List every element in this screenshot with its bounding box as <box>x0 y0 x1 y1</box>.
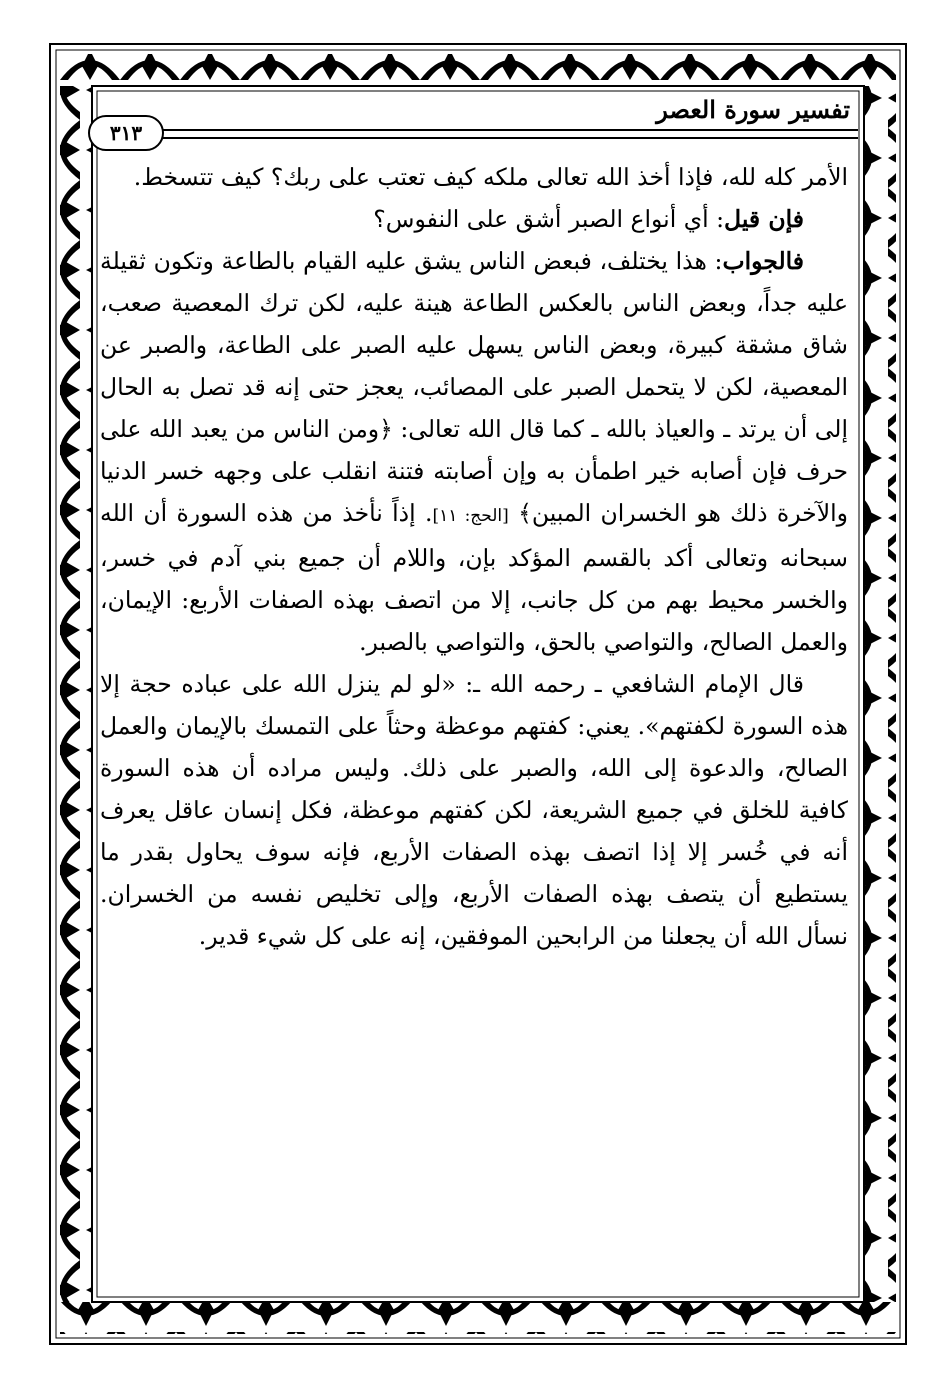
body-text <box>100 156 848 957</box>
answer-lead: فالجواب <box>722 247 804 275</box>
page-number: ٣١٣ <box>88 115 164 151</box>
answer-text-continued: . إذاً نأخذ من هذه السورة أن الله سبحانه وتعالى أكد بالقسم المؤكد بإن، واللام أن جميع بني آدم في خسر، والخسر محيط بهم من كل جانب، إلا من اتصف بهذه الصفات الأربع: الإيمان، والعمل الصالح، والتواصي بالحق، والتواصي بالصبر. <box>100 499 848 656</box>
paragraph-3 <box>100 240 848 663</box>
paragraph-2 <box>100 198 848 240</box>
paragraph-4: قال الإمام الشافعي ـ رحمه الله ـ: «لو لم ينزل الله على عباده حجة إلا هذه السورة لكفتهم». يعني: كفتهم موعظة وحثاً على التمسك بالإيمان والعمل الصالح، والدعوة إلى الله، والصبر على ذلك. وليس مراده أن هذه السورة كافية للخلق في جميع الشريعة، لكن كفتهم موعظة، فكل إنسان عاقل يعرف أنه في خُسر إلا إذا اتصف بهذه الصفات الأربع، فإنه سوف يحاول بقدر ما يستطيع أن يتصف بهذه الصفات الأربع، وإلى تخليص نفسه من الخسران. نسأل الله أن يجعلنا من الرابحين الموفقين، إنه على كل شيء قدير. <box>100 670 848 950</box>
answer-text: : هذا يختلف، فبعض الناس يشق عليه القيام بالطاعة وتكون ثقيلة عليه جداً، وبعض الناس بالعكس الطاعة هينة عليه، لكن ترك المعصية صعب، شاق مشقة كبيرة، وبعض الناس يسهل عليه الصبر على الطاعة، والصبر عن المعصية، لكن لا يتحمل الصبر على المصائب، يعجز حتى إنه قد تصل به الحال إلى أن يرتد ـ والعياذ بالله ـ كما قال الله تعالى: ﴿ومن الناس من يعبد الله على حرف فإن أصابه خير اطمأن به وإن أصابته فتنة انقلب على وجهه خسر الدنيا والآخرة ذلك هو الخسران المبين﴾ <box>100 247 848 527</box>
question-lead: فإن قيل <box>724 205 804 233</box>
paragraph-1: الأمر كله لله، فإذا أخذ الله تعالى ملكه كيف تعتب على ربك؟ كيف تتسخط. <box>133 163 848 191</box>
verse-reference: [الحج: ١١] <box>432 506 509 526</box>
running-title: تفسير سورة العصر <box>656 95 850 124</box>
question-text: : أي أنواع الصبر أشق على النفوس؟ <box>373 205 725 233</box>
page-header <box>88 95 858 145</box>
header-rule <box>158 129 858 139</box>
